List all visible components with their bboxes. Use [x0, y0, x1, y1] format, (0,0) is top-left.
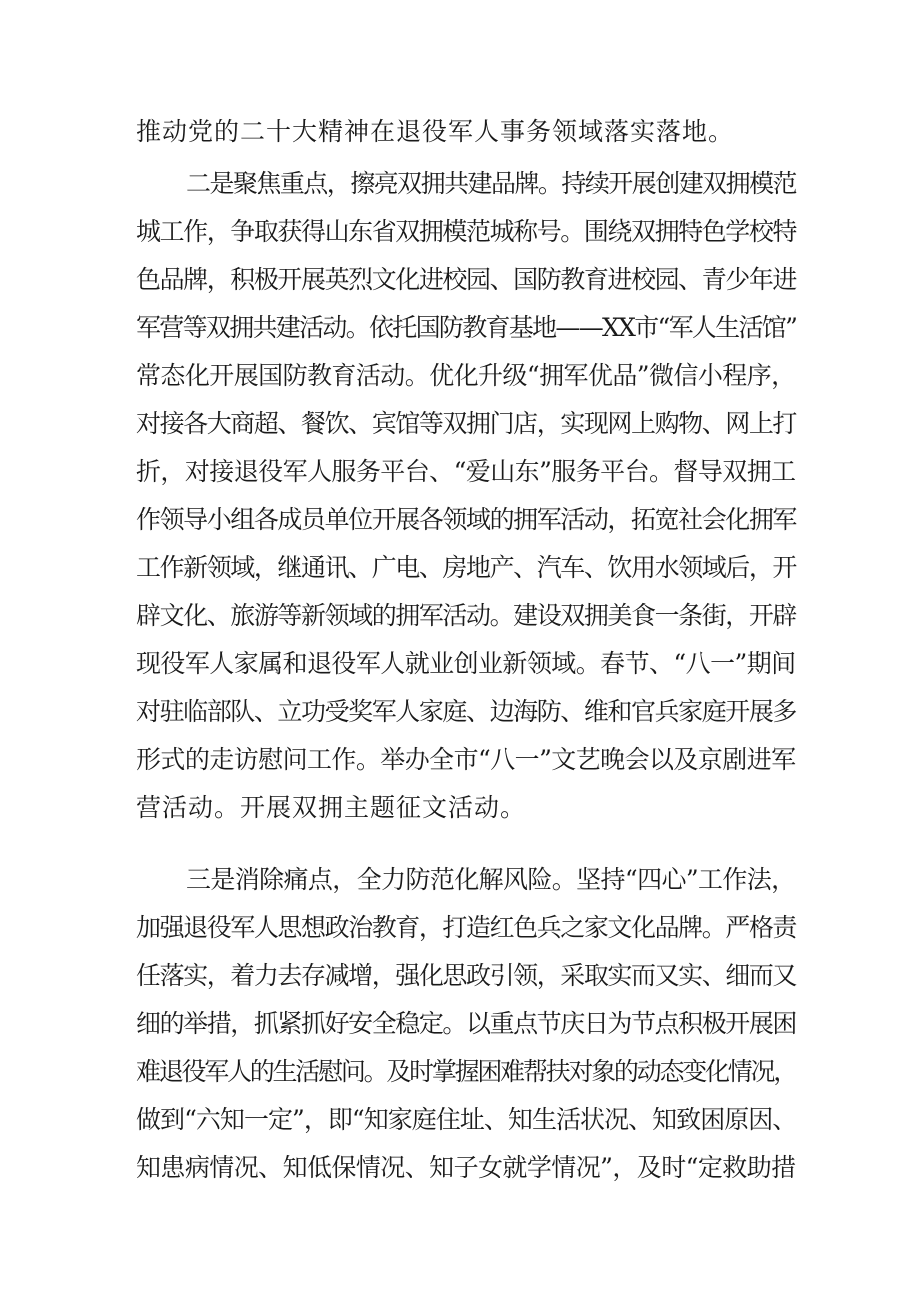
- text-line: 常态化开展国防教育活动。优化升级“拥军优品”微信小程序，: [136, 361, 796, 390]
- text-line: 折，对接退役军人服务平台、“爱山东”服务平台。督导双拥工: [136, 457, 796, 486]
- text-line: 对接各大商超、餐饮、宾馆等双拥门店，实现网上购物、网上打: [136, 409, 797, 438]
- paragraph-first-line: 三是消除痛点，全力防范化解风险。坚持“四心”工作法，: [186, 865, 796, 894]
- text-line: 色品牌，积极开展英烈文化进校园、国防教育进校园、青少年进: [136, 265, 797, 294]
- text-line: 形式的走访慰问工作。举办全市“八一”文艺晚会以及京剧进军: [136, 745, 796, 774]
- text-line: 营活动。开展双拥主题征文活动。: [136, 793, 527, 822]
- text-line: 细的举措，抓紧抓好安全稳定。以重点节庆日为节点积极开展困: [136, 1009, 797, 1038]
- text-line: 推动党的二十大精神在退役军人事务领域落实落地。: [136, 117, 735, 146]
- text-line: 作领导小组各成员单位开展各领域的拥军活动，拓宽社会化拥军: [136, 505, 797, 534]
- text-line: 知患病情况、知低保情况、知子女就学情况”，及时“定救助措: [136, 1153, 796, 1182]
- text-line: 对驻临部队、立功受奖军人家庭、边海防、维和官兵家庭开展多: [136, 697, 797, 726]
- paragraph-first-line: 二是聚焦重点，擦亮双拥共建品牌。持续开展创建双拥模范: [186, 169, 797, 198]
- text-line: 工作新领域，继通讯、广电、房地产、汽车、饮用水领域后，开: [136, 553, 797, 582]
- text-line: 加强退役军人思想政治教育，打造红色兵之家文化品牌。严格责: [136, 913, 797, 942]
- text-line: 做到“六知一定”，即“知家庭住址、知生活状况、知致困原因、: [136, 1105, 797, 1134]
- text-line: 任落实，着力去存减增，强化思政引领，采取实而又实、细而又: [136, 961, 797, 990]
- text-line: 城工作，争取获得山东省双拥模范城称号。围绕双拥特色学校特: [136, 217, 797, 246]
- text-line: 军营等双拥共建活动。依托国防教育基地——XX市“军人生活馆”: [136, 313, 797, 342]
- text-line: 难退役军人的生活慰问。及时掌握困难帮扶对象的动态变化情况，: [136, 1057, 797, 1086]
- text-line: 现役军人家属和退役军人就业创业新领域。春节、“八一”期间: [136, 649, 796, 678]
- text-line: 辟文化、旅游等新领域的拥军活动。建设双拥美食一条街，开辟: [136, 601, 797, 630]
